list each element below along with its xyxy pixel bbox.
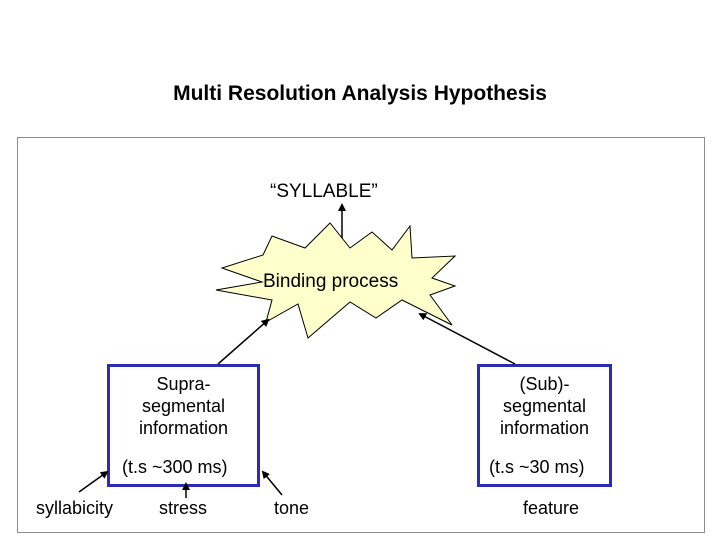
- supra-timescale: (t.s ~300 ms): [122, 457, 228, 477]
- arrow-supra-to-binding: [218, 320, 268, 364]
- tone-label: tone: [274, 498, 310, 518]
- syllabicity-label: syllabicity: [36, 498, 114, 518]
- arrow-tone: [263, 472, 282, 495]
- sub-timescale: (t.s ~30 ms): [489, 457, 585, 477]
- stress-label: stress: [159, 498, 208, 518]
- sub-segmental-text: (Sub)- segmental information: [499, 374, 590, 438]
- syllable-label: “SYLLABLE”: [270, 181, 378, 202]
- slide-title: Multi Resolution Analysis Hypothesis: [173, 82, 547, 105]
- arrow-syllabicity: [79, 472, 107, 492]
- arrow-sub-to-binding: [420, 314, 515, 364]
- binding-process-label: Binding process: [263, 271, 399, 292]
- supra-segmental-text: Supra- segmental information: [138, 374, 229, 438]
- feature-label: feature: [523, 498, 580, 518]
